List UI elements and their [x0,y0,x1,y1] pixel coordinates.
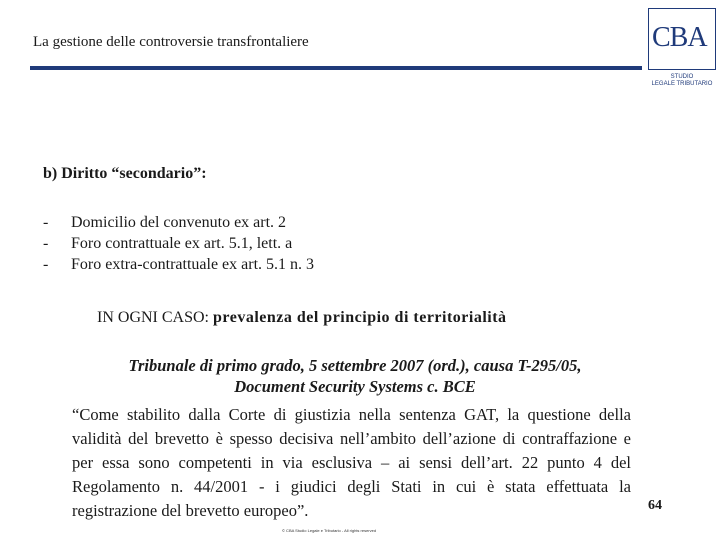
cba-logo-text: CBA [652,22,707,53]
list-dash: - [43,256,49,273]
section-heading: b) Diritto “secondario”: [43,165,207,182]
logo-subtitle-line1: STUDIO [670,74,694,80]
list-item [43,254,314,275]
list-item-text: Foro extra-contrattuale ex art. 5.1 n. 3 [71,256,315,273]
note-prefix: IN OGNI CASO: [97,309,213,326]
page-header-title: La gestione delle controversie transfrontaliere [33,34,309,50]
list-dash: - [43,235,49,252]
list-item-text: Foro contrattuale ex art. 5.1, lett. a [71,235,293,252]
page-number: 64 [648,498,662,513]
list-item-text: Domicilio del convenuto ex art. 2 [71,214,287,231]
case-citation-line2: Document Security Systems c. BCE [234,377,476,396]
logo-subtitle-line2: LEGALE TRIBUTARIO [651,81,713,87]
footer-copyright: © CBA Studio Legale e Tributario - All rights reserved [282,528,377,533]
header-divider [30,66,642,70]
territoriality-note [97,309,507,327]
list-dash: - [43,214,49,231]
note-emphasis: prevalenza del principio di territorialità [213,309,507,326]
forum-list [43,212,314,275]
case-citation [60,355,650,397]
case-citation-line1: Tribunale di primo grado, 5 settembre 2007 (ord.), causa T-295/05, [128,356,582,375]
list-item [43,233,314,254]
case-quote: “Come stabilito dalla Corte di giustizia nella sentenza GAT, la questione della validità del brevetto è spesso decisiva nell’ambito dell’azione di contraffazione e per essa sono competenti in via esclusiva – ai sensi dell’art. 22 punto 4 del Regolamento n. 44/2001 - i giudici degli Stati in cui è stata effettuata la registrazione del brevetto europeo”. [72,405,631,520]
cba-logo-subtitle [646,74,718,88]
list-item [43,212,314,233]
